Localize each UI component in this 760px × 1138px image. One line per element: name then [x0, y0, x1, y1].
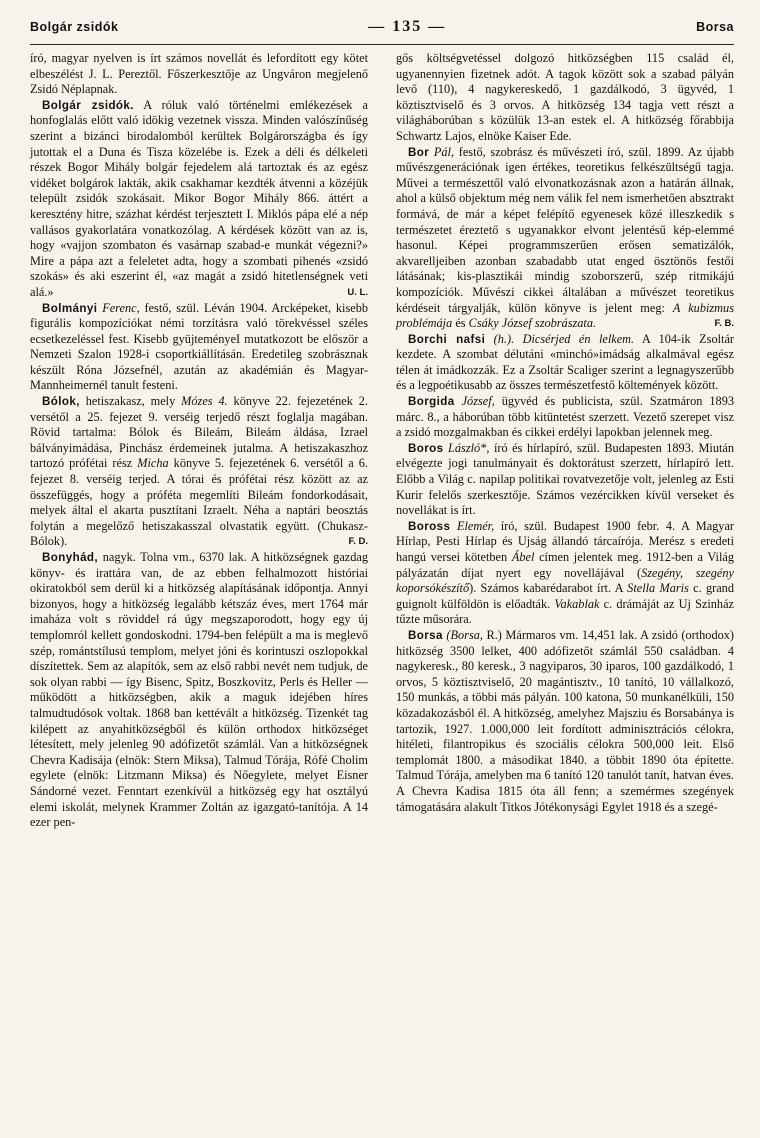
entry-boros: Boros László*, író és hírlapíró, szül. Budapesten 1893. Miután elvégezte jogi tanulmányait és doktorátust szerzett, hírlapíró lett. Előbb a Világ c. napilap politikai rovatvezetője volt, jelenleg az Esti Kurir felelős szerkesztője. Számos vezércikken kívül verseket és novellákat is írt. [396, 440, 734, 518]
entry-boross: Boross Elemér, író, szül. Budapest 1900 febr. 4. A Magyar Hírlap, Pesti Hírlap és Ujság állandó tárcaírója. Merész s eredeti hangú versei kötetben Ábel címen jelentek meg. 1912-ben a Világ pályázatán díjat nyert egy novellájával (Szegény, szegény koporsókészítő). Számos kabarédarabot írt. A Stella Maris c. grand guignolt külföldön is előadták. Vakablak c. drámáját az Uj Szinház tűzte műsorára. [396, 518, 735, 627]
entry-bolgar-zsidok: Bolgár zsidók. A róluk való történelmi emlékezések a honfoglalás előtt való idökig vezetnek vissza. Minden valószínűség szerint a bizánci birodalomból kerültek Bolgárországba és így jutottak el a Duna és Tisza közelébe is. Ezek a déli és délkeleti részek Bogor Mihály bolgár fejedelem alá tartoztak és az egész vidéket bolgárok lakták, akik csakhamar kezdték átvenni a közéjük települt zsidók szokásait. Mikor Bogor Mihály 866. áttért a keresztény hitre, százhat kérdést terjesztett I. Miklós pápa elé a nép vallásos gyakorlatára vonatkozólag. A kérdések között van az is, hogy «vajjon szombaton és vasárnap szabad-e munkát végezni?» Mire a pápa azt a feleletet adta, hogy a szombati pihenés «zsidó szokás» és aki eszerint él, «az magát a zsidó hitetlenségnek veti alá.» U. L. [30, 97, 368, 299]
entry-bonyhad: Bonyhád, nagyk. Tolna vm., 6370 lak. A hitközségnek gazdag könyv- és irattára van, de az ebben felhalmozott históriai okiratokból sem derül ki a hitközség alapításának időpontja. Annyi bizonyos, hogy a hitközség legalább kétszáz éves, mert 1764 már imaháza volt s röviddel rá úgy megszaporodott, hogy egy új templomról kellett gondoskodni. 1794-ben felépült a ma is meglevő szép, romántstílusú templom, melyet jóni és korintuszi oszlopokkal díszítettek. Sem az alapítók, sem az első rabbi nevét nem tudjuk, de sok olyan rabbi — így Bisenc, Spitz, Boszkovitz, Perls és Heller — működött a hitközségben, akik a maguk idejében híres talmudtudósok voltak. 1868 ban kettévált a hitközség. Tizenkét tag kilépett az anyahitközségből és külön orthodox hitközséget létesített, mely jelenleg 90 adófizetőt számlál. Van a hitközségnek Chevra Kadisája (elnök: Stern Miksa), Talmud Tórája, Rófé Cholim egylete (elnök: Litzmann Miksa) és Nőegylete, melyet Eisner Sándorné vezet. Fenntart ezenkívül a hitközség egy hat osztályú elemi iskolát, melynek Krammer Zoltán az igazgató-tanítója. A 14 ezer pen- [30, 550, 368, 830]
left-column [30, 51, 368, 831]
entry-borsa: Borsa (Borsa, R.) Mármaros vm. 14,451 lak. A zsidó (orthodox) hitközség 3500 lelket, 400 adófizetőt számlál 550 családban. 4 nagykeresk., 80 keresk., 3 nagyiparos, 30 iparos, 100 gazdálkodó, 1 orvos, 5 köztisztviselő, 20 magántisztv., 10 tanító, 10 vállalkozó, 150 munkás, a többi más pályán. 100 katona, 50 munkanélküli, 150 közadakozásból él. A hitközség, amelyhez Majsziu és Borsabánya is tartozik, 1927. 1.000,000 leit fordított adminisztrációs célokra, hitéleti, filantropikus és szociális célokra 500,000 leit. Első templomát 1800. a másodikat 1840. a többit 1890 óta építette. Talmud Tórája, amelyben ma 6 tanító 120 tanulót tanít, hatvan éves. A Chevra Kadisa 1815 óta áll fenn; a szemérmes szegények támogatására alakult Titkos Jótékonysági Egylet 1918 és a szegé- [396, 627, 734, 814]
entry-headword: Boros [408, 441, 444, 455]
entry-headword: Bonyhád, [42, 551, 99, 564]
entry-continuation: gős költségvetéssel dolgozó hitközségben 115 család él, ugyanennyien fizetnek adót. A tagok között sok a szabad pályán levő (110), 4 nagykereskedő, 1 gazdálkodó, 3 ügyvéd, 1 köztisztviselő és 3 orvos. A hitközség 134 tagja vett részt a világháborúban s közülük 13-an estek el. A hitközség főrabbija Schwartz Lajos, elnöke Kaiser Ede. [396, 51, 734, 143]
entry-bolok: Bólok, hetiszakasz, mely Mózes 4. könyve 22. fejezetének 2. versétől a 25. fejezet 9. verséig terjedő részt foglalja magában. Rövid tartalma: Bólok és Bileám, Bileám áldása, Izrael bálványimádása, Pinchász érdemeinek jutalma. A hetiszakaszhoz tartozó prófétai rész Micha könyve 5. fejezetének 6. versétől a 6. fejezet 8. verséig terjed. A tórai és prófétai rész között az az összefüggés, hogy a próféta megemlíti Bileám fondorkodásait, melyek által el akarta pusztítani Izraelt. Néha a naptári beosztás folytán a megelőző hetiszakasszal olvastatik együtt. (Chukasz-Bólok). F. D. [30, 394, 368, 549]
entry-headword: Bólok, [42, 395, 80, 409]
entry-headword: Borchi nafsi [408, 332, 486, 346]
entry-borgida: Borgida József, ügyvéd és publicista, szül. Szatmáron 1893 márc. 8., a háborúban több kitüntetést szerzett. Vezető szerepet visz a zsidó mozgalmakban és cikkei erdélyi lapokban jelennek meg. [396, 394, 734, 440]
entry-headword: Borsa [408, 628, 443, 642]
entry-headword: Boross [408, 519, 451, 533]
header-right-keyword: Borsa [696, 20, 734, 34]
right-column [396, 51, 734, 831]
entry-continuation: író, magyar nyelven is írt számos novellát és lefordított egy kötet elbeszélést J. L. Pereztől. Főszerkesztője az Ungváron megjelenő Zsidó Néplapnak. [30, 51, 368, 97]
entry-headword: Bor [408, 145, 430, 159]
entry-borchi-nafsi: Borchi nafsi (h.). Dicsérjed én lelkem. A 104-ik Zsoltár kezdete. A szombat délutáni «minchó»imádság alkalmával egész télen át imádkozzák. Ez a Zsoltár Scaliger szerint a legnagyszerűbb és a legpoétikusabb az összes természetfestő költemények között. [396, 331, 734, 393]
entry-headword: Bolmányi [42, 301, 98, 315]
author-signature: F. B. [714, 318, 734, 330]
two-column-body [30, 51, 734, 831]
page-number: — 135 — [368, 18, 447, 35]
author-signature: U. L. [347, 286, 368, 298]
entry-headword: Bolgár zsidók. [42, 98, 134, 112]
entry-headword: Borgida [408, 395, 455, 409]
running-header [30, 18, 734, 45]
header-left-keyword: Bolgár zsidók [30, 20, 119, 34]
entry-bor-pal: Bor Pál, festő, szobrász és művészeti író, szül. 1899. Az újabb művészgenerációnak igen értékes, teoretikus felkészültségű tagja. Művei a természettől való elvonatkozásnak azon a határán állnak, ahol a külső objektum még nem válik fel nem ismerhetően absztrakt formává, de már a képet felépítő egyenesek közé illeszkedik s természetet éreztető s ugyanakkor elvont jelentésű kép-elemmé hasonul. Képei programmszerűen erősen sematizálók, akvarelljeiben azonban szabadabb utat enged ösztönös festői látásának; kis-plasztikái mindig szoborszerű, szép ritmikájú kompozíciók. Művészi cikkei általában a művészet teoretikus kérdéseit tárgyalják, külön könyve is jelent meg: A kubizmus problémája és Csáky József szobrászata. F. B. [396, 144, 734, 331]
author-signature: F. D. [348, 536, 368, 548]
entry-bolmanyi: Bolmányi Ferenc, festő, szül. Léván 1904. Arcképeket, kisebb figurális kompozíciókat némi torzításra való törekvéssel széles ecsetkezeléssel fest. Kisebb gyüjteményeI mutatkozott be először a Nemzeti Szalon 1928-i csoportkiállításán. Eredetileg szobrásznak készült Róna Józsefnél, azután az akadémián és Magyar-Mannheimernél tanult festeni. [30, 300, 368, 393]
